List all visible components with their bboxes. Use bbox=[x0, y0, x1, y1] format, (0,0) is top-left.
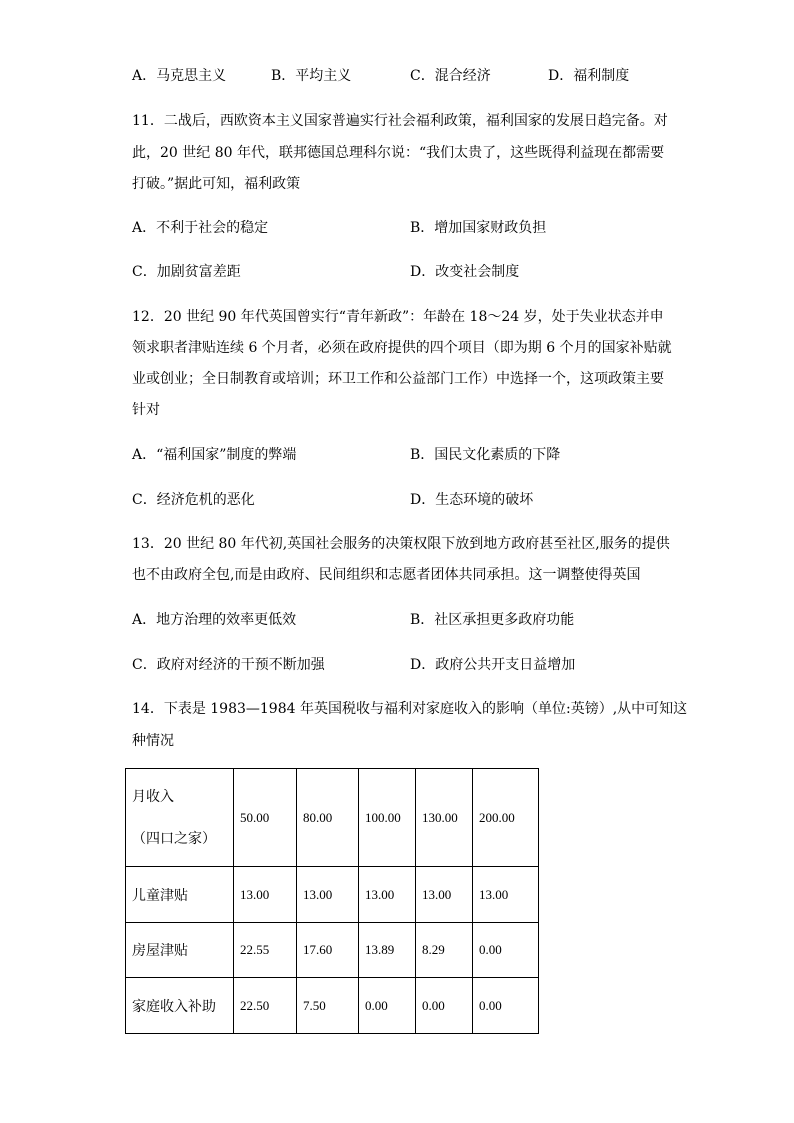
table-row bbox=[126, 923, 539, 978]
row-label: 儿童津贴 bbox=[126, 867, 234, 923]
column-header: 200.00 bbox=[473, 769, 539, 867]
header-label-cell bbox=[126, 769, 234, 867]
q10-option-c[interactable]: C．混合经济 bbox=[410, 68, 491, 84]
q11-stem-line-3: 打破。”据此可知，福利政策 bbox=[132, 176, 301, 192]
q11-option-b[interactable]: B．增加国家财政负担 bbox=[410, 220, 547, 236]
q13-option-b[interactable]: B．社区承担更多政府功能 bbox=[410, 612, 575, 628]
column-header: 130.00 bbox=[416, 769, 473, 867]
q11-option-a[interactable]: A．不利于社会的稳定 bbox=[132, 220, 269, 236]
q13-option-d[interactable]: D．政府公共开支日益增加 bbox=[410, 657, 576, 673]
table-cell: 13.89 bbox=[359, 923, 416, 978]
q12-option-a[interactable]: A．“福利国家”制度的弊端 bbox=[132, 447, 297, 463]
table-cell: 13.00 bbox=[297, 867, 359, 923]
row-label: 家庭收入补助 bbox=[126, 978, 234, 1034]
table-cell: 7.50 bbox=[297, 978, 359, 1034]
q13-stem-line-2: 也不由政府全包,而是由政府、民间组织和志愿者团体共同承担。这一调整使得英国 bbox=[132, 567, 641, 583]
table-cell: 13.00 bbox=[359, 867, 416, 923]
q12-stem-line-4: 针对 bbox=[132, 402, 160, 418]
table-cell: 13.00 bbox=[234, 867, 297, 923]
table-cell: 22.50 bbox=[234, 978, 297, 1034]
column-header: 80.00 bbox=[297, 769, 359, 867]
table-cell: 0.00 bbox=[416, 978, 473, 1034]
q12-stem-line-2: 领求职者津贴连续 6 个月者，必须在政府提供的四个项目（即为期 6 个月的国家补贴就 bbox=[132, 340, 672, 356]
q11-stem-line-2: 此，20 世纪 80 年代，联邦德国总理科尔说：“我们太贵了，这些既得利益现在都需要 bbox=[132, 145, 665, 161]
q12-option-c[interactable]: C．经济危机的恶化 bbox=[132, 492, 255, 508]
q12-stem-line-3: 业或创业；全日制教育或培训；环卫工作和公益部门工作）中选择一个，这项政策主要 bbox=[132, 371, 664, 387]
q14-data-table bbox=[125, 768, 539, 1034]
table-cell: 0.00 bbox=[473, 923, 539, 978]
column-header: 100.00 bbox=[359, 769, 416, 867]
table-cell: 17.60 bbox=[297, 923, 359, 978]
table-cell: 0.00 bbox=[359, 978, 416, 1034]
header-label: 月收入 bbox=[132, 788, 174, 805]
table-cell: 0.00 bbox=[473, 978, 539, 1034]
q10-option-a[interactable]: A．马克思主义 bbox=[132, 68, 227, 84]
table-row bbox=[126, 867, 539, 923]
header-sublabel: （四口之家） bbox=[132, 830, 216, 847]
q12-option-b[interactable]: B．国民文化素质的下降 bbox=[410, 447, 561, 463]
q10-option-b[interactable]: B．平均主义 bbox=[271, 68, 352, 84]
table-cell: 13.00 bbox=[416, 867, 473, 923]
q11-option-c[interactable]: C．加剧贫富差距 bbox=[132, 264, 241, 280]
table-row bbox=[126, 978, 539, 1034]
q10-option-d[interactable]: D．福利制度 bbox=[548, 68, 630, 84]
row-label: 房屋津贴 bbox=[126, 923, 234, 978]
column-header: 50.00 bbox=[234, 769, 297, 867]
table-header-row bbox=[126, 769, 539, 867]
q11-option-d[interactable]: D．改变社会制度 bbox=[410, 264, 520, 280]
table-cell: 22.55 bbox=[234, 923, 297, 978]
q13-stem-line-1: 13．20 世纪 80 年代初,英国社会服务的决策权限下放到地方政府甚至社区,服务的提供 bbox=[132, 536, 670, 552]
table-cell: 13.00 bbox=[473, 867, 539, 923]
q14-stem-line-2: 种情况 bbox=[132, 733, 174, 749]
q12-option-d[interactable]: D．生态环境的破坏 bbox=[410, 492, 534, 508]
q12-stem-line-1: 12．20 世纪 90 年代英国曾实行“青年新政”：年龄在 18～24 岁，处于失业状态并申 bbox=[132, 309, 664, 325]
q13-option-a[interactable]: A．地方治理的效率更低效 bbox=[132, 612, 297, 628]
table-cell: 8.29 bbox=[416, 923, 473, 978]
q13-option-c[interactable]: C．政府对经济的干预不断加强 bbox=[132, 657, 325, 673]
q14-stem-line-1: 14．下表是 1983—1984 年英国税收与福利对家庭收入的影响（单位:英镑）,从中可知这 bbox=[132, 701, 688, 717]
q11-stem-line-1: 11．二战后，西欧资本主义国家普遍实行社会福利政策，福利国家的发展日趋完备。对 bbox=[132, 113, 668, 129]
